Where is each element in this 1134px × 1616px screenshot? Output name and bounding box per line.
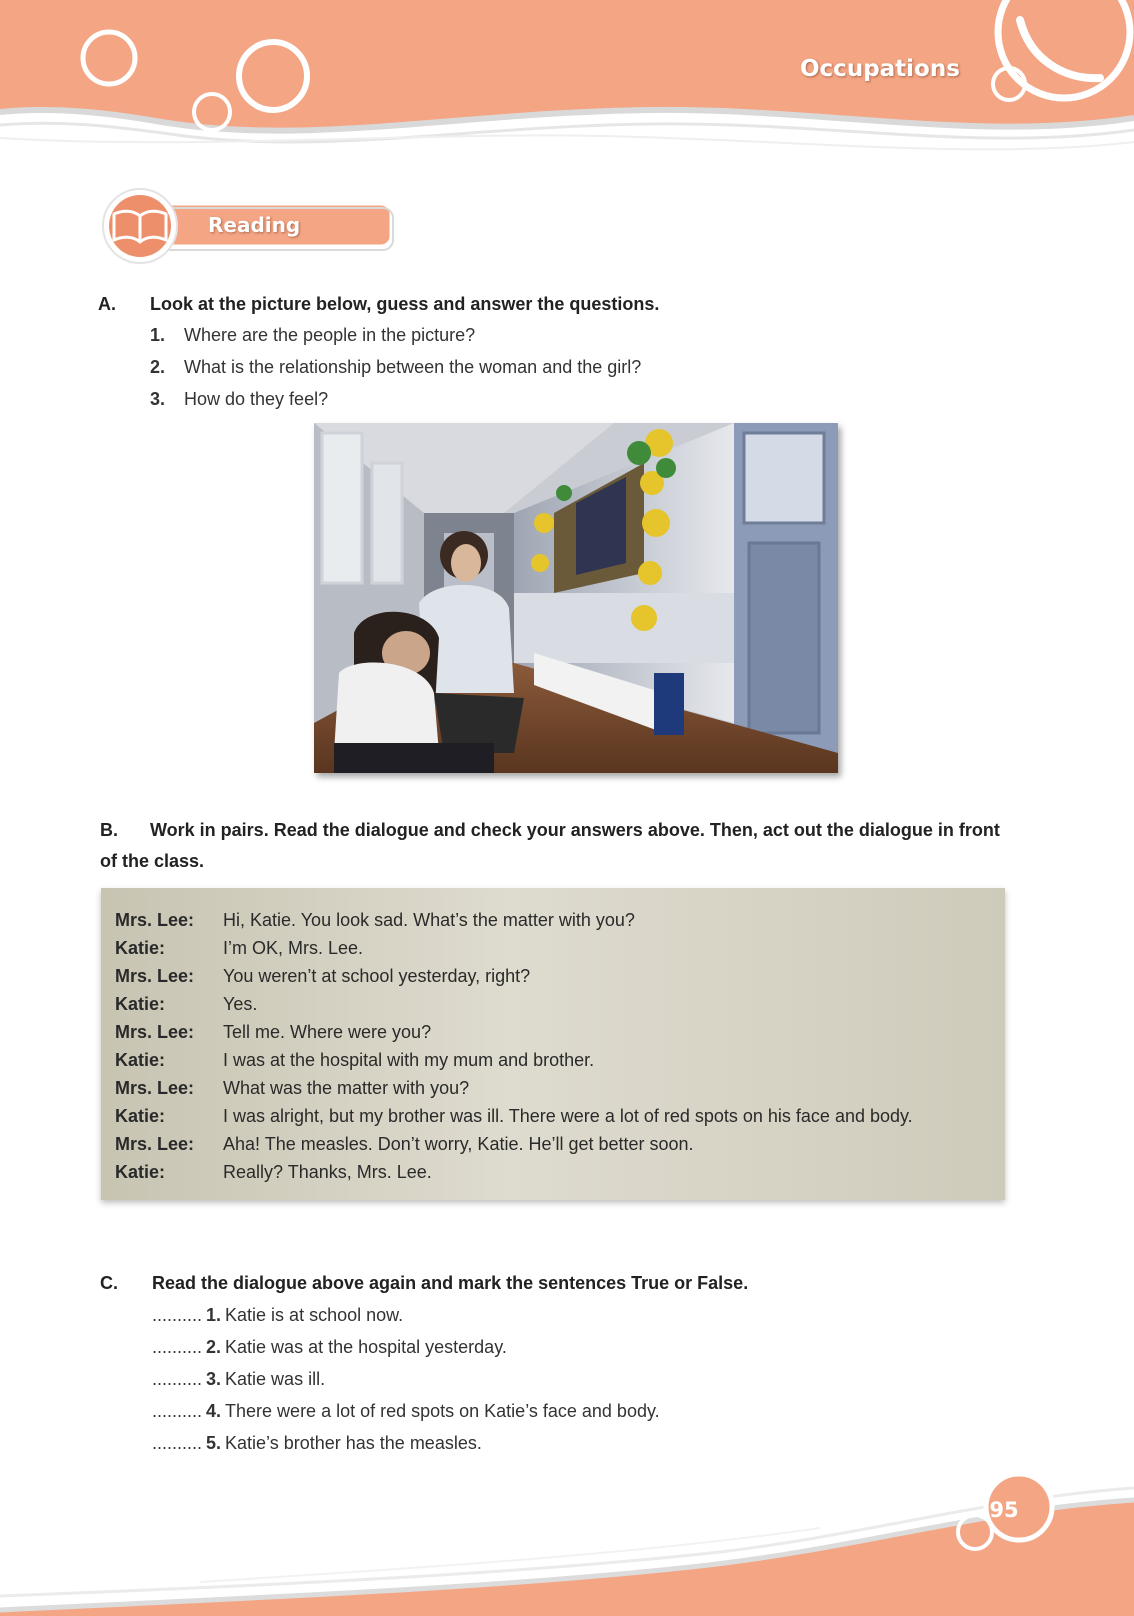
page-number: 95 (989, 1498, 1019, 1522)
dialogue-box: Mrs. Lee: Hi, Katie. You look sad. What’s the matter with you? Katie: I’m OK, Mrs. Lee. Mrs. Lee: You weren’t at school yesterday, right? Katie: Yes. Mrs. Lee: Tell me. Where were you? Katie: I was at the hospital with my mum and brother. Mrs. Lee: What was the matter with you? Katie: I was alright, but my brother was ill. There were a lot of red spots on his face and body. Mrs. Lee: Aha! The measles. Don’t worry, Katie. He’ll get better soon. Katie: Really? Thanks, Mrs. Lee. (101, 888, 1005, 1200)
answer-blank[interactable]: .......... (152, 1433, 203, 1453)
true-false-item: .......... 1. Katie is at school now. (152, 1305, 404, 1325)
part-a-letter: A. (98, 294, 116, 314)
header-banner (0, 0, 1134, 170)
part-c-letter: C. (100, 1273, 118, 1293)
answer-blank[interactable]: .......... (152, 1337, 203, 1357)
true-false-item: .......... 2. Katie was at the hospital yesterday. (152, 1337, 507, 1357)
true-false-item: .......... 5. Katie’s brother has the measles. (152, 1433, 482, 1453)
section-label: Reading (208, 213, 301, 237)
answer-blank[interactable]: .......... (152, 1305, 203, 1325)
question-item: 3. How do they feel? (150, 389, 329, 409)
true-false-item: .......... 3. Katie was ill. (152, 1369, 326, 1389)
answer-blank[interactable]: .......... (152, 1369, 203, 1389)
chapter-title: Occupations (800, 56, 960, 82)
part-a-instruction: Look at the picture below, guess and answer the questions. (150, 294, 660, 314)
question-item: 2. What is the relationship between the woman and the girl? (150, 357, 642, 377)
question-item: 1. Where are the people in the picture? (150, 325, 476, 345)
part-b-instruction: B. Work in pairs. Read the dialogue and check your answers above. Then, act out the dialogue in front of the class. (100, 815, 1020, 877)
part-c-instruction: Read the dialogue above again and mark the sentences True or False. (152, 1273, 749, 1293)
corridor-photo (314, 423, 838, 773)
answer-blank[interactable]: .......... (152, 1401, 203, 1421)
true-false-item: .......... 4. There were a lot of red spots on Katie’s face and body. (152, 1401, 660, 1421)
footer-banner (0, 1470, 1134, 1616)
part-b-letter: B. (100, 820, 118, 840)
